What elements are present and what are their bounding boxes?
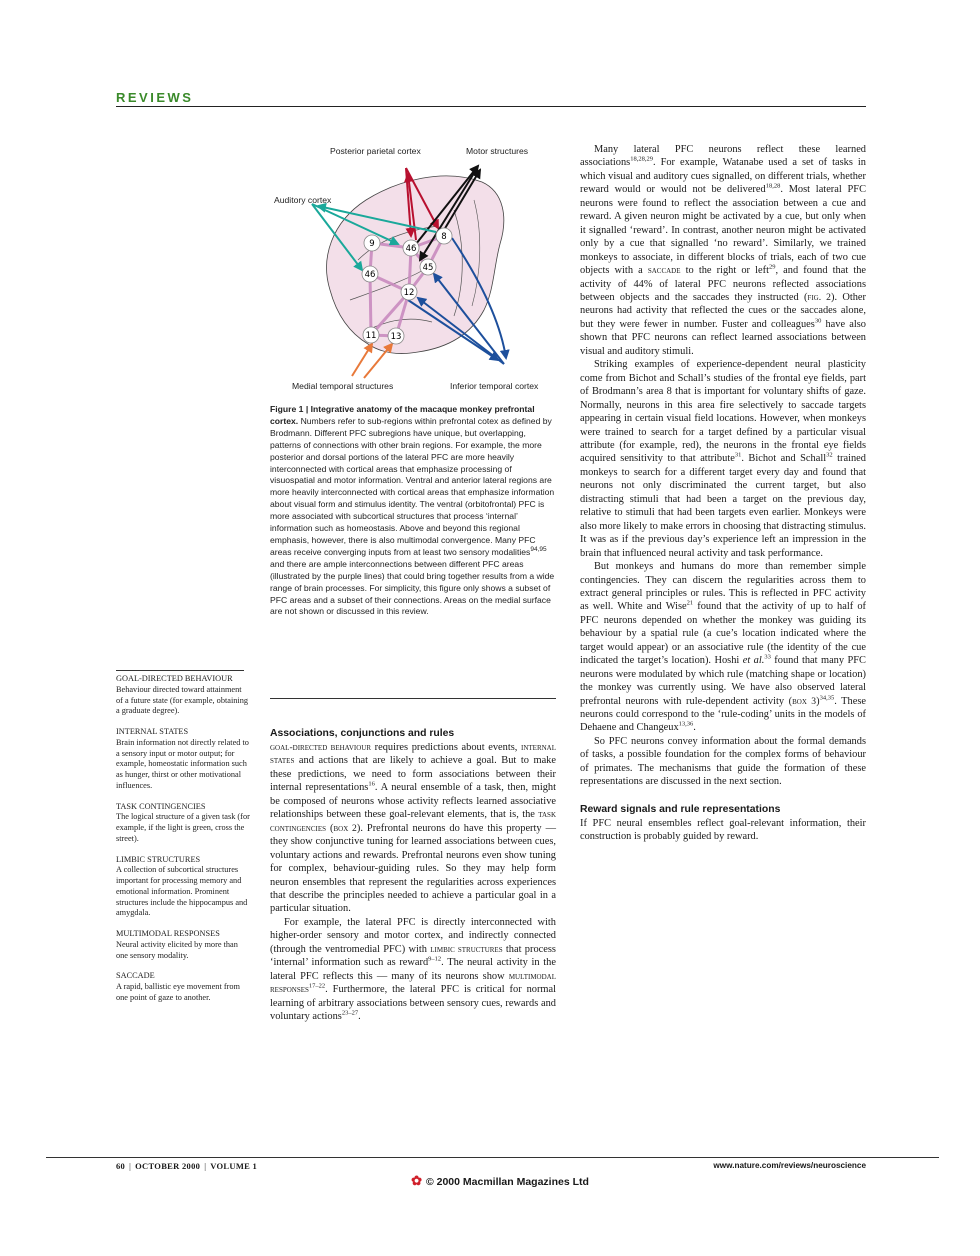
middle-column (270, 726, 556, 1024)
section-heading: Reward signals and rule representations (580, 803, 781, 815)
figure-caption-title: Figure 1 | Integrative anatomy of the macaque monkey prefrontal cortex. (270, 404, 535, 426)
area-label: 46 (405, 244, 417, 254)
glossary-term: TASK CONTINGENCIES (116, 801, 206, 811)
paragraph: goal-directed behaviour requires predictions about events, internal states and actions that are likely to achieve a goal. But to make these predictions, we need to form associations between their internal representations$^{16}$. A neural ensemble of a task, then, might be composed of neurons whose activity reflects learned associative relationships between these goal-relevant elements, that is, the task contingencies (box 2). Prefrontal neurons do have this property — they show conjunctive tuning for learned associations between cues, voluntary actions and rewards. Prefrontal neurons even show tuning for complex, behaviour-guiding rules. So they may help form neuron ensembles that represent the regularities across experiences that describe the principles needed to achieve a particular goal in a particular situation. (270, 742, 556, 915)
section-heading: Associations, conjunctions and rules (270, 728, 455, 739)
area-label: 46 (364, 270, 376, 280)
glossary-definition: A rapid, ballistic eye movement from one point of gaze to another. (116, 982, 240, 1002)
area-label: 11 (365, 331, 377, 341)
paragraph: If PFC neural ensembles reflect goal-relevant information, their construction is probably guided by reward. (580, 817, 866, 843)
footer-url[interactable]: www.nature.com/reviews/neuroscience (713, 1161, 866, 1170)
label-auditory-cortex: Auditory cortex (274, 195, 332, 205)
right-column (580, 143, 866, 844)
glossary-term: INTERNAL STATES (116, 727, 189, 736)
paragraph: But monkeys and humans do more than remember simple contingencies. They can discern the regularities across them to extract general principles or rules. This is reflected in PFC activity as well. White and Wise$^{21}$ found that the activity of up to half of PFC neurons depended on whether the monkey was guiding its behaviour by a spatial rule (a cue’s location indicated where the target would appear) or an associative rule (the identity of the cue indicated the target’s location). Hoshi et al.$^{33}$ found that many PFC neurons were modulated by which rule (matching shape or location) the monkey was currently using. We have also observed lateral prefrontal neurons with rule-dependent activity (box 3)$^{34,35}$. These neurons could correspond to the ‘rule-coding’ units in the models of Dehaene and Changeux$^{13,36}$. (580, 561, 866, 734)
page-number: 60 (116, 1161, 126, 1171)
footer-issue: 60 | OCTOBER 2000 | VOLUME 1 (116, 1161, 258, 1171)
glossary-definition: The logical structure of a given task (for example, if the light is green, cross the street). (116, 812, 250, 843)
glossary-rule (116, 670, 244, 671)
volume: VOLUME 1 (210, 1161, 258, 1171)
label-motor-structures: Motor structures (466, 146, 529, 156)
glossary (116, 674, 250, 1014)
paragraph: For example, the lateral PFC is directly interconnected with higher-order sensory and motor cortex, and indirectly connected (through the ventromedial PFC) with limbic structures that process ‘internal’ information such as reward$^{9-12}$. The neural activity in the lateral PFC reflects this — many of its neurons show multimodal responses$^{17-22}$. Furthermore, the lateral PFC is critical for normal learning of arbitrary associations between sensory cues, rewards and voluntary actions$^{23-27}$. (270, 916, 556, 1023)
paragraph: Striking examples of experience-dependent neural plasticity come from Bichot and Schall’s studies of the frontal eye fields, part of Brodmann’s area 8 that is important for voluntary shifts of gaze. Normally, neurons in this area fire selectively to saccade targets appearing in certain visual field locations. However, when monkeys were trained to search for a target defined by a particular visual attribute (for example, red), the neurons in the frontal eye fields acquired sensitivity to that attribute$^{31}$. Bichot and Schall$^{32}$ trained monkeys to search for a different target every day and found that neurons not only discriminated the current target, but also distracting stimuli that had been a target on the previous day, relative to stimuli that had been targets even earlier. Monkeys were also more likely to make errors in choosing that distracting stimulus. It was as if the previous day’s experience left an impression in the brain that influenced neural activity and task performance. (580, 359, 866, 559)
area-label: 45 (422, 263, 434, 273)
glossary-term: GOAL-DIRECTED BEHAVIOUR (116, 674, 233, 683)
area-label: 8 (441, 232, 447, 242)
area-label: 13 (390, 332, 402, 342)
label-medial-temporal: Medial temporal structures (292, 381, 394, 391)
label-posterior-parietal: Posterior parietal cortex (330, 146, 421, 156)
glossary-term: MULTIMODAL RESPONSES (116, 929, 220, 938)
glossary-term: SACCADE (116, 971, 155, 981)
glossary-term: LIMBIC STRUCTURES (116, 854, 201, 864)
paragraph: So PFC neurons convey information about the formal demands of tasks, a possible foundation for the complex forms of behaviour of primates. The mechanisms that guide the formation of these representations are discussed in the next section. (580, 735, 866, 788)
header-rule (116, 106, 866, 107)
section-label: REVIEWS (116, 90, 194, 105)
area-label: 12 (403, 288, 415, 298)
brain-connectivity-figure (268, 140, 558, 402)
brain-outline (327, 176, 504, 354)
figure-caption: Figure 1 | Integrative anatomy of the macaque monkey prefrontal cortex. Numbers refer to sub-regions within prefrontal cotex as defined by Brodmann. Different PFC subregions have unique, but overlapping, patterns of connections with other brain regions. For example, the more posterior and dorsal portions of the lateral PFC are more heavily interconnected with cortical areas that emphasize processing of visuospatial and motor information. Ventral and anterior lateral regions are more heavily interconnected with cortical areas that emphasize information about visual form and stimulus identity. The ventral (orbitofrontal) PFC is more associated with subcortical structures that process ‘internal’ information such as homeostasis. Above and beyond this regional emphasis, however, there is also multimodal convergence. Many PFC areas receive converging inputs from at least two sensory modalities$^{94,95}$ and there are ample interconnections between different PFC areas (illustrated by the purple lines) that could bring together results from a wide range of brain processes. For simplicity, this figure only shows a subset of PFC areas and a subset of their connections. Areas on the medial surface are not shown or discussed in this review. (270, 404, 555, 617)
footer-rule (46, 1157, 939, 1158)
copyright-notice: ✿ © 2000 Macmillan Magazines Ltd (411, 1173, 589, 1188)
macmillan-logo-icon: ✿ (411, 1173, 422, 1188)
glossary-definition: Neural activity elicited by more than one sensory modality. (116, 939, 238, 960)
area-label: 9 (369, 239, 375, 249)
label-inferior-temporal: Inferior temporal cortex (450, 381, 539, 391)
glossary-definition: Brain information not directly related to a sensory input or motor output; for example, homeostatic information such as hunger, thirst or other motivational influences. (116, 737, 249, 790)
issue-date: OCTOBER 2000 (135, 1161, 201, 1171)
figure-rule (270, 698, 556, 699)
glossary-definition: Behaviour directed toward attainment of a future state (for example, obtaining a graduate degree). (116, 684, 249, 716)
paragraph: Many lateral PFC neurons reflect these learned associations$^{18,28,29}$. For example, Watanabe used a set of tasks in which visual and auditory cues signalled, on different trials, whether reward would or would not be delivered$^{18,28}$. Most lateral PFC neurons were found to reflect the association between a cue and reward. A given neuron might be activated by a cue, but only when it signalled ‘reward’. In contrast, another neuron might be activated only by a cue that signalled ‘no reward’. Similarly, we trained monkeys to associate, in different blocks of trials, each of two cue objects with a saccade to the right or left$^{29}$, and found that the activity of 44% of lateral PFC neurons reflected associations between objects and the saccades they instructed (fig. 2). Other neurons had activity that reflected the cues or the saccades alone, but they were fewer in number. Fuster and colleagues$^{30}$ have also shown that PFC neurons can reflect learned associations between visual and auditory stimuli. (580, 144, 867, 357)
glossary-definition: A collection of subcortical structures important for processing memory and emotional information. Prominent structures include the hippocampus and amygdala. (116, 865, 248, 918)
